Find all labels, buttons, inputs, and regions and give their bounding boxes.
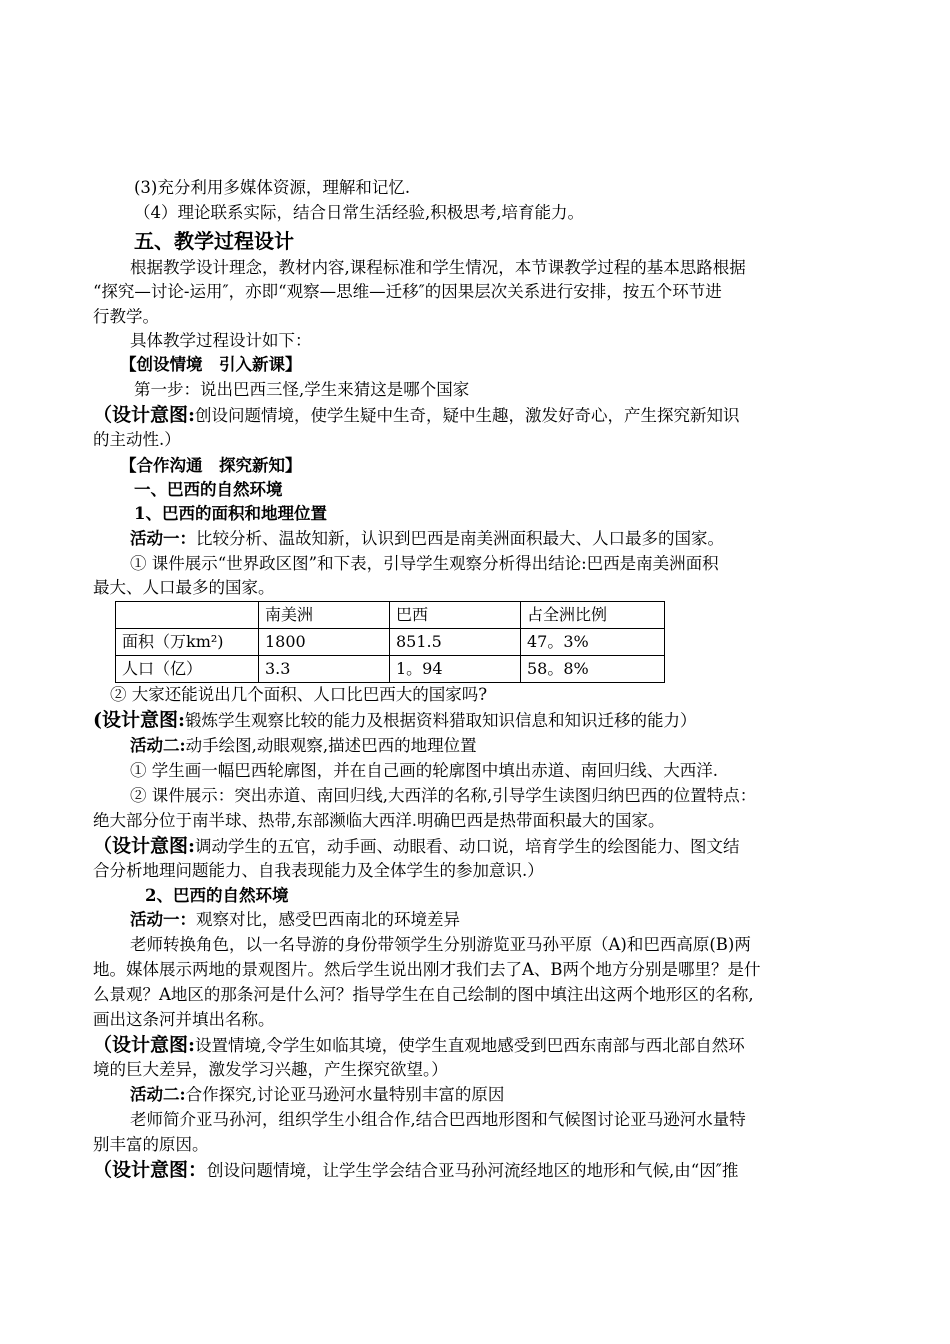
activity-line: [130, 734, 900, 758]
table-cell: 47。3%: [521, 629, 665, 656]
paragraph-line: 绝大部分位于南半球、热带,东部濒临大西洋.明确巴西是热带面积最大的国家。: [93, 811, 665, 830]
design-intent-text: 设置情境,令学生如临其境，使学生直观地感受到巴西东南部与西北部自然环: [195, 1036, 745, 1055]
paragraph-line: ① 学生画一幅巴西轮廓图，并在自己画的轮廓图中填出赤道、南回归线、大西洋.: [130, 761, 718, 780]
paragraph-line: 画出这条河并填出名称。: [93, 1010, 275, 1029]
table-cell: 1。94: [390, 656, 521, 683]
design-intent: [93, 708, 863, 733]
table-row: [116, 656, 665, 683]
design-intent-label: （设计意图:: [93, 404, 196, 426]
activity-text: 观察对比，感受巴西南北的环境差异: [196, 910, 460, 929]
paragraph-line: ② 课件展示：突出赤道、南回归线,大西洋的名称,引导学生读图归纳巴西的位置特点：: [130, 786, 757, 805]
table-row: [116, 629, 665, 656]
activity-label: 活动二:: [130, 736, 186, 755]
comparison-table: [115, 601, 665, 683]
step-line: 第一步：说出巴西三怪,学生来猜这是哪个国家: [134, 380, 470, 399]
activity-label: 活动一：: [130, 529, 196, 548]
paragraph-line: 根据教学设计理念，教材内容,课程标准和学生情况，本节课教学过程的基本思路根据: [130, 258, 746, 277]
question-line: ② 大家还能说出几个面积、人口比巴西大的国家吗?: [110, 685, 488, 704]
paragraph-line: 别丰富的原因。: [93, 1135, 209, 1154]
paragraph-line: 老师转换角色，以一名导游的身份带领学生分别游览亚马孙平原（A)和巴西高原(B)两: [130, 935, 751, 954]
objective-3: (3)充分利用多媒体资源，理解和记忆.: [134, 178, 411, 197]
table-header-cell: [116, 602, 259, 629]
design-intent: [93, 1033, 863, 1058]
paragraph-line: 最大、人口最多的国家。: [93, 578, 275, 597]
table-header-cell: 占全洲比例: [521, 602, 665, 629]
objective-4: （4）理论联系实际，结合日常生活经验,积极思考,培育能力。: [134, 203, 584, 222]
activity-line: [130, 908, 900, 932]
subsection-heading: 2、巴西的自然环境: [145, 886, 289, 905]
paragraph-line: ① 课件展示“世界政区图”和下表，引导学生观察分析得出结论:巴西是南美洲面积: [130, 554, 719, 573]
design-intent-label: （设计意图:: [93, 835, 196, 857]
table-cell: 3.3: [259, 656, 390, 683]
stage-heading: 【合作沟通 探究新知】: [120, 456, 302, 475]
paragraph-line: 老师简介亚马孙河，组织学生小组合作,结合巴西地形图和气候图讨论亚马逊河水量特: [130, 1110, 746, 1129]
activity-text: 比较分析、温故知新，认识到巴西是南美洲面积最大、人口最多的国家。: [196, 529, 724, 548]
paragraph-line: 境的巨大差异，激发学习兴趣，产生探究欲望。）: [93, 1060, 448, 1079]
subsection-heading: 1、巴西的面积和地理位置: [134, 504, 327, 523]
design-intent: [93, 834, 863, 859]
section-heading: 五、教学过程设计: [134, 229, 294, 253]
stage-heading: 【创设情境 引入新课】: [120, 355, 302, 374]
paragraph-line: 的主动性.）: [93, 430, 181, 449]
design-intent-label: （设计意图：: [93, 1159, 208, 1181]
design-intent-text: 创设问题情境，让学生学会结合亚马孙河流经地区的地形和气候,由“因″推: [207, 1161, 739, 1180]
part-heading: 一、巴西的自然环境: [134, 480, 283, 499]
activity-line: [130, 1083, 900, 1107]
activity-text: 合作探究,讨论亚马逊河水量特别丰富的原因: [185, 1085, 505, 1104]
design-intent-label: (设计意图:: [93, 709, 186, 731]
design-intent-text: 锻炼学生观察比较的能力及根据资料猎取知识信息和知识迁移的能力）: [185, 711, 697, 730]
paragraph-line: “探究—讨论-运用″，亦即“观察—思维—迁移″的因果层次关系进行安排，按五个环节进: [93, 282, 722, 301]
design-intent-text: 创设问题情境，使学生疑中生奇，疑中生趣，激发好奇心，产生探究新知识: [195, 406, 740, 425]
activity-label: 活动二:: [130, 1085, 186, 1104]
table-header-cell: 南美洲: [259, 602, 390, 629]
activity-line: [130, 527, 900, 551]
paragraph-line: 行教学。: [93, 307, 159, 326]
paragraph-line: 地。媒体展示两地的景观图片。然后学生说出刚才我们去了A、B两个地方分别是哪里？是什: [93, 960, 761, 979]
table-header-row: [116, 602, 665, 629]
design-intent-text: 调动学生的五官，动手画、动眼看、动口说，培育学生的绘图能力、图文结: [195, 837, 740, 856]
design-intent: [93, 403, 863, 428]
table-cell: 面积（万km²): [116, 629, 259, 656]
table-cell: 851.5: [390, 629, 521, 656]
table-cell: 58。8%: [521, 656, 665, 683]
paragraph-line: 具体教学过程设计如下：: [130, 331, 312, 350]
activity-text: 动手绘图,动眼观察,描述巴西的地理位置: [185, 736, 477, 755]
design-intent: [93, 1158, 863, 1183]
activity-label: 活动一：: [130, 910, 196, 929]
table-cell: 人口（亿）: [116, 656, 259, 683]
paragraph-line: 么景观？A地区的那条河是什么河？指导学生在自己绘制的图中填注出这两个地形区的名称,: [93, 985, 754, 1004]
paragraph-line: 合分析地理问题能力、自我表现能力及全体学生的参加意识.）: [93, 861, 544, 880]
design-intent-label: （设计意图:: [93, 1034, 196, 1056]
table-cell: 1800: [259, 629, 390, 656]
table-header-cell: 巴西: [390, 602, 521, 629]
